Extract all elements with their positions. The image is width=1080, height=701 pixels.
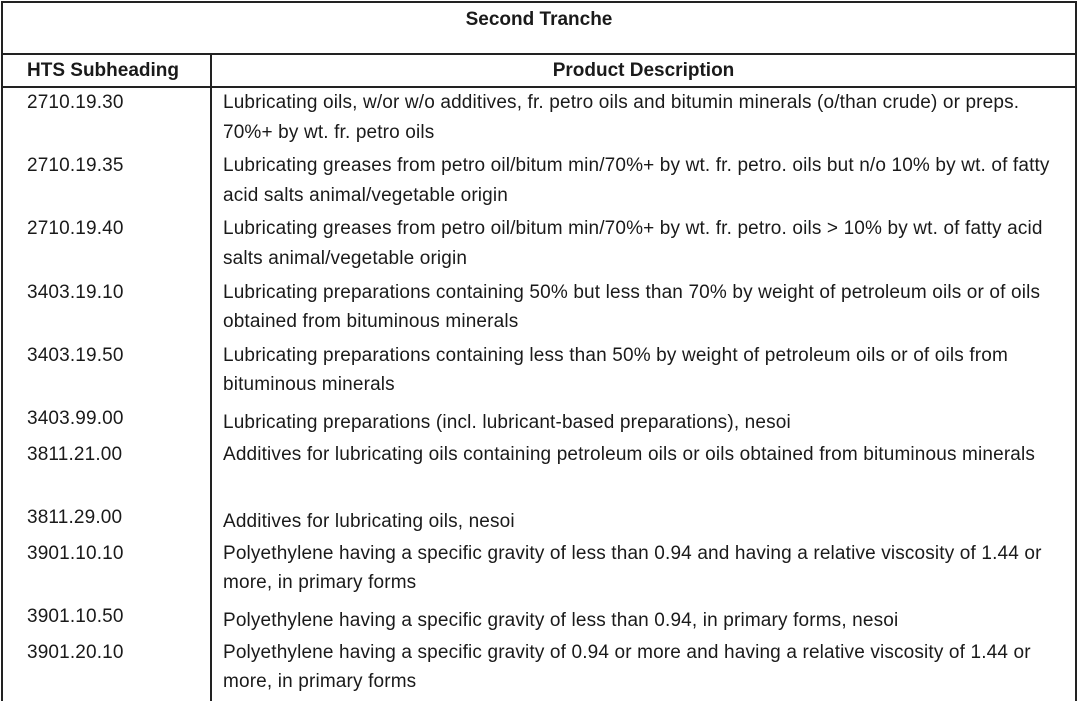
product-description: Polyethylene having a specific gravity of 0.94 or more and having a relative viscosity of 1.44 or more, in primary forms (223, 641, 1031, 693)
hts-code: 3901.10.10 (27, 542, 124, 564)
hts-subheading-header: HTS Subheading (2, 54, 211, 87)
hts-code: 2710.19.30 (27, 92, 124, 113)
description-cell (211, 539, 1076, 602)
hts-code-cell (2, 503, 211, 539)
product-description: Polyethylene having a specific gravity of less than 0.94, in primary forms, nesoi (223, 609, 899, 631)
hts-code-cell (2, 214, 211, 277)
table-row (2, 151, 1076, 214)
hts-code: 3403.99.00 (27, 407, 124, 429)
hts-code: 2710.19.40 (27, 218, 124, 240)
hts-code-cell (2, 341, 211, 404)
product-description: Additives for lubricating oils, nesoi (223, 510, 515, 532)
product-description: Polyethylene having a specific gravity of less than 0.94 and having a relative viscosity of 1.44 or more, in primary forms (223, 542, 1042, 594)
table-row (2, 87, 1076, 151)
table-title: Second Tranche (2, 2, 1076, 54)
product-description: Lubricating greases from petro oil/bitum min/70%+ by wt. fr. petro. oils but n/o 10% by wt. of fatty acid salts animal/vegetable origin (223, 155, 1050, 206)
table-row (2, 503, 1076, 539)
description-cell (211, 87, 1076, 151)
description-cell (211, 503, 1076, 539)
hts-code: 3811.29.00 (27, 506, 123, 528)
description-cell (211, 602, 1076, 638)
hts-code-cell (2, 539, 211, 602)
product-description-header: Product Description (211, 54, 1076, 87)
hts-code-cell (2, 151, 211, 214)
description-cell (211, 404, 1076, 440)
hts-code-cell (2, 278, 211, 341)
hts-code-cell (2, 638, 211, 701)
description-cell (211, 278, 1076, 341)
hts-code: 2710.19.35 (27, 155, 124, 177)
table-row (2, 440, 1076, 503)
tariff-table (1, 1, 1077, 701)
table-row (2, 341, 1076, 404)
hts-code-cell (2, 440, 211, 503)
product-description: Lubricating preparations (incl. lubricant-based preparations), nesoi (223, 411, 791, 433)
hts-code: 3811.21.00 (27, 443, 123, 465)
product-description: Lubricating greases from petro oil/bitum min/70%+ by wt. fr. petro. oils > 10% by wt. of fatty acid salts animal/vegetable origin (223, 218, 1043, 269)
hts-code: 3403.19.10 (27, 281, 124, 303)
hts-code: 3403.19.50 (27, 344, 124, 366)
table-row (2, 214, 1076, 277)
description-cell (211, 214, 1076, 277)
table-row (2, 404, 1076, 440)
table-title-row (2, 2, 1076, 54)
hts-code-cell (2, 602, 211, 638)
table-row (2, 539, 1076, 602)
table-row (2, 278, 1076, 341)
table-header-row (2, 54, 1076, 87)
hts-code-cell (2, 87, 211, 151)
hts-code: 3901.10.50 (27, 605, 124, 627)
description-cell (211, 341, 1076, 404)
product-description: Lubricating oils, w/or w/o additives, fr. petro oils and bitumin minerals (o/than crude) or preps. 70%+ by wt. fr. petro oils (223, 92, 1020, 143)
product-description: Lubricating preparations containing 50% but less than 70% by weight of petroleum oils or of oils obtained from bituminous minerals (223, 281, 1041, 333)
product-description: Lubricating preparations containing less than 50% by weight of petroleum oils or of oils from bituminous minerals (223, 344, 1008, 396)
product-description: Additives for lubricating oils containing petroleum oils or oils obtained from bituminous minerals (223, 443, 1036, 465)
description-cell (211, 638, 1076, 701)
description-cell (211, 151, 1076, 214)
table-row (2, 638, 1076, 701)
hts-code-cell (2, 404, 211, 440)
table-row (2, 602, 1076, 638)
hts-code: 3901.20.10 (27, 641, 124, 663)
description-cell (211, 440, 1076, 503)
